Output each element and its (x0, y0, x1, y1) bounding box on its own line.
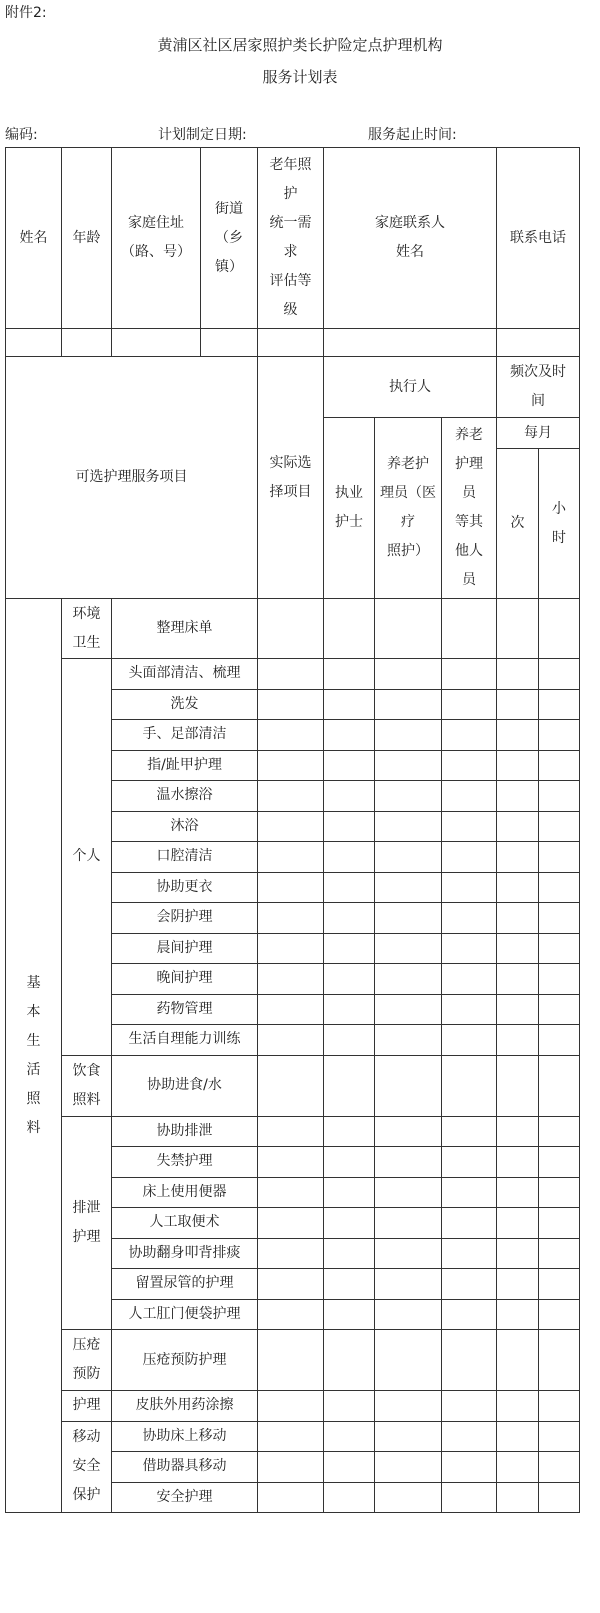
cell[interactable] (497, 1116, 539, 1147)
cell[interactable] (442, 1147, 497, 1178)
cell[interactable] (324, 933, 375, 964)
service-item: 人工肛门便袋护理 (112, 1299, 258, 1330)
phone-value[interactable] (497, 329, 580, 357)
cell[interactable] (258, 994, 324, 1025)
cell[interactable] (375, 1269, 442, 1300)
cell[interactable] (497, 659, 539, 690)
cell[interactable] (442, 872, 497, 903)
cell[interactable] (442, 1299, 497, 1330)
cell[interactable] (375, 903, 442, 934)
cell[interactable] (258, 1116, 324, 1147)
cell[interactable] (497, 1299, 539, 1330)
group-pressure-sore: 压疮 预防 (62, 1330, 112, 1391)
cell[interactable] (497, 1391, 539, 1422)
service-item: 协助翻身叩背排痰 (112, 1238, 258, 1269)
cell[interactable] (539, 964, 580, 995)
cell[interactable] (324, 842, 375, 873)
cell[interactable] (258, 1025, 324, 1056)
service-item: 温水擦浴 (112, 781, 258, 812)
service-item: 皮肤外用药涂擦 (112, 1391, 258, 1422)
cell[interactable] (258, 842, 324, 873)
frequency-header: 频次及时 间 (497, 357, 580, 418)
attachment-label: 附件2: (5, 5, 47, 21)
cell[interactable] (324, 599, 375, 659)
cell[interactable] (442, 1055, 497, 1116)
cell[interactable] (258, 1482, 324, 1513)
cell[interactable] (375, 1452, 442, 1483)
service-item: 协助更衣 (112, 872, 258, 903)
cell[interactable] (324, 1177, 375, 1208)
service-item: 安全护理 (112, 1482, 258, 1513)
cell[interactable] (375, 1055, 442, 1116)
header-assessment-grade: 老年照 护 统一需 求 评估等 级 (258, 148, 324, 329)
cell[interactable] (497, 1421, 539, 1452)
cell[interactable] (324, 1238, 375, 1269)
cell[interactable] (497, 689, 539, 720)
cell[interactable] (442, 811, 497, 842)
form-subtitle: 服务计划表 (262, 68, 338, 86)
cell[interactable] (539, 659, 580, 690)
cell[interactable] (497, 1147, 539, 1178)
plan-date-label: 计划制定日期: (158, 127, 247, 143)
cell[interactable] (258, 811, 324, 842)
monthly-header: 每月 (497, 418, 580, 449)
cell[interactable] (442, 964, 497, 995)
cell[interactable] (258, 750, 324, 781)
cell[interactable] (375, 720, 442, 751)
times-header: 次 (497, 449, 539, 599)
cell[interactable] (375, 964, 442, 995)
cell[interactable] (497, 1055, 539, 1116)
service-item: 人工取便术 (112, 1208, 258, 1239)
cell[interactable] (258, 1055, 324, 1116)
cell[interactable] (539, 1391, 580, 1422)
cell[interactable] (442, 1330, 497, 1391)
cell[interactable] (497, 1482, 539, 1513)
cell[interactable] (497, 599, 539, 659)
cell[interactable] (539, 599, 580, 659)
cell[interactable] (258, 1421, 324, 1452)
cell[interactable] (375, 1238, 442, 1269)
header-phone: 联系电话 (497, 148, 580, 329)
cell[interactable] (539, 1299, 580, 1330)
cell[interactable] (442, 1208, 497, 1239)
service-item: 压疮预防护理 (112, 1330, 258, 1391)
cell[interactable] (258, 599, 324, 659)
header-row (6, 148, 580, 329)
cell[interactable] (258, 872, 324, 903)
group-diet: 饮食 照料 (62, 1055, 112, 1116)
cell[interactable] (442, 720, 497, 751)
cell[interactable] (497, 964, 539, 995)
header-contact-name: 家庭联系人 姓名 (324, 148, 497, 329)
cell[interactable] (442, 1391, 497, 1422)
cell[interactable] (539, 720, 580, 751)
cell[interactable] (497, 811, 539, 842)
cell[interactable] (375, 1299, 442, 1330)
service-item: 药物管理 (112, 994, 258, 1025)
cell[interactable] (258, 1330, 324, 1391)
cell[interactable] (497, 933, 539, 964)
actual-selection-header: 实际选 择项目 (258, 357, 324, 599)
other-staff-header: 养老 护理 员 等其 他人 员 (442, 418, 497, 599)
cell[interactable] (324, 1452, 375, 1483)
cell[interactable] (375, 1482, 442, 1513)
cell[interactable] (539, 1421, 580, 1452)
service-item: 借助器具移动 (112, 1452, 258, 1483)
category-basic-care: 基 本 生 活 照 料 (6, 599, 62, 1513)
cell[interactable] (497, 1330, 539, 1391)
group-excretion: 排泄 护理 (62, 1116, 112, 1330)
cell[interactable] (375, 811, 442, 842)
cell[interactable] (442, 1238, 497, 1269)
cell[interactable] (324, 1025, 375, 1056)
cell[interactable] (324, 903, 375, 934)
cell[interactable] (539, 1238, 580, 1269)
cell[interactable] (539, 842, 580, 873)
cell[interactable] (324, 1055, 375, 1116)
cell[interactable] (442, 659, 497, 690)
cell[interactable] (539, 903, 580, 934)
cell[interactable] (324, 1116, 375, 1147)
form-title: 黄浦区社区居家照护类长护险定点护理机构 (157, 36, 443, 54)
cell[interactable] (324, 872, 375, 903)
cell[interactable] (497, 1025, 539, 1056)
service-item: 失禁护理 (112, 1147, 258, 1178)
cell[interactable] (375, 750, 442, 781)
cell[interactable] (324, 1421, 375, 1452)
cell[interactable] (497, 1208, 539, 1239)
cell[interactable] (442, 1269, 497, 1300)
service-item: 生活自理能力训练 (112, 1025, 258, 1056)
cell[interactable] (539, 689, 580, 720)
optional-items-header: 可选护理服务项目 (6, 357, 258, 599)
cell[interactable] (258, 933, 324, 964)
cell[interactable] (497, 720, 539, 751)
cell[interactable] (442, 1452, 497, 1483)
cell[interactable] (324, 964, 375, 995)
cell[interactable] (539, 1025, 580, 1056)
cell[interactable] (442, 1025, 497, 1056)
executor-header: 执行人 (324, 357, 497, 418)
address-value[interactable] (112, 329, 201, 357)
service-item: 协助排泄 (112, 1116, 258, 1147)
header-age: 年龄 (62, 148, 112, 329)
cell[interactable] (258, 1208, 324, 1239)
cell[interactable] (539, 1330, 580, 1391)
group-personal: 个人 (62, 659, 112, 1056)
service-item: 留置尿管的护理 (112, 1269, 258, 1300)
cell[interactable] (539, 1177, 580, 1208)
cell[interactable] (375, 1116, 442, 1147)
cell[interactable] (375, 1421, 442, 1452)
cell[interactable] (442, 781, 497, 812)
cell[interactable] (258, 689, 324, 720)
cell[interactable] (497, 781, 539, 812)
cell[interactable] (375, 842, 442, 873)
cell[interactable] (442, 1421, 497, 1452)
cell[interactable] (324, 1330, 375, 1391)
header-street: 街道 （乡 镇） (201, 148, 258, 329)
cell[interactable] (442, 1116, 497, 1147)
cell[interactable] (258, 1391, 324, 1422)
service-item: 会阴护理 (112, 903, 258, 934)
cell[interactable] (324, 1208, 375, 1239)
cell[interactable] (497, 903, 539, 934)
cell[interactable] (258, 781, 324, 812)
cell[interactable] (442, 689, 497, 720)
cell[interactable] (258, 903, 324, 934)
cell[interactable] (375, 1177, 442, 1208)
service-item: 晚间护理 (112, 964, 258, 995)
service-item: 头面部清洁、梳理 (112, 659, 258, 690)
cell[interactable] (324, 1299, 375, 1330)
cell[interactable] (324, 1391, 375, 1422)
cell[interactable] (442, 1482, 497, 1513)
cell[interactable] (442, 933, 497, 964)
cell[interactable] (497, 842, 539, 873)
header-address: 家庭住址 （路、号） (112, 148, 201, 329)
cell[interactable] (324, 1482, 375, 1513)
cell[interactable] (375, 994, 442, 1025)
cell[interactable] (324, 781, 375, 812)
service-item: 协助进食/水 (112, 1055, 258, 1116)
cell[interactable] (375, 933, 442, 964)
cell[interactable] (539, 1452, 580, 1483)
hours-header: 小 时 (539, 449, 580, 599)
cell[interactable] (539, 811, 580, 842)
cell[interactable] (539, 872, 580, 903)
nurse-header: 执业 护士 (324, 418, 375, 599)
service-plan-table (5, 147, 580, 1513)
cell[interactable] (258, 659, 324, 690)
cell[interactable] (442, 994, 497, 1025)
cell[interactable] (497, 750, 539, 781)
cell[interactable] (324, 689, 375, 720)
service-item: 手、足部清洁 (112, 720, 258, 751)
group-mobility: 移动 安全 保护 (62, 1421, 112, 1513)
service-item: 协助床上移动 (112, 1421, 258, 1452)
cell[interactable] (539, 781, 580, 812)
cell[interactable] (497, 1452, 539, 1483)
cell[interactable] (497, 1269, 539, 1300)
header-name: 姓名 (6, 148, 62, 329)
service-period-label: 服务起止时间: (368, 127, 457, 143)
cell[interactable] (539, 1147, 580, 1178)
cell[interactable] (258, 1238, 324, 1269)
cell[interactable] (375, 1208, 442, 1239)
cell[interactable] (442, 903, 497, 934)
cell[interactable] (539, 1269, 580, 1300)
cell[interactable] (497, 1177, 539, 1208)
cell[interactable] (442, 599, 497, 659)
cell[interactable] (258, 1452, 324, 1483)
cell[interactable] (324, 750, 375, 781)
cell[interactable] (375, 599, 442, 659)
group-care: 护理 (62, 1391, 112, 1422)
age-value[interactable] (62, 329, 112, 357)
cell[interactable] (375, 1391, 442, 1422)
service-item: 沐浴 (112, 811, 258, 842)
cell[interactable] (258, 1269, 324, 1300)
service-item: 指/趾甲护理 (112, 750, 258, 781)
cell[interactable] (539, 750, 580, 781)
cell[interactable] (324, 659, 375, 690)
cell[interactable] (497, 872, 539, 903)
cell[interactable] (375, 1147, 442, 1178)
cell[interactable] (324, 811, 375, 842)
cell[interactable] (539, 1208, 580, 1239)
cell[interactable] (539, 1116, 580, 1147)
code-label: 编码: (5, 127, 38, 143)
name-value[interactable] (6, 329, 62, 357)
grade-value[interactable] (258, 329, 324, 357)
service-item: 床上使用便器 (112, 1177, 258, 1208)
cell[interactable] (258, 964, 324, 995)
cell[interactable] (258, 1147, 324, 1178)
cell[interactable] (375, 781, 442, 812)
cell[interactable] (497, 994, 539, 1025)
cell[interactable] (497, 1238, 539, 1269)
cell[interactable] (539, 994, 580, 1025)
cell[interactable] (539, 1482, 580, 1513)
cell[interactable] (324, 1147, 375, 1178)
header-values-row (6, 329, 580, 357)
cell[interactable] (375, 659, 442, 690)
caregiver-header: 养老护 理员（医疗 照护） (375, 418, 442, 599)
cell[interactable] (375, 1330, 442, 1391)
cell[interactable] (375, 689, 442, 720)
service-item: 整理床单 (112, 599, 258, 659)
cell[interactable] (442, 750, 497, 781)
street-value[interactable] (201, 329, 258, 357)
cell[interactable] (442, 1177, 497, 1208)
cell[interactable] (324, 720, 375, 751)
cell[interactable] (324, 994, 375, 1025)
contact-value[interactable] (324, 329, 497, 357)
group-environment: 环境 卫生 (62, 599, 112, 659)
cell[interactable] (375, 872, 442, 903)
cell[interactable] (375, 1025, 442, 1056)
service-item: 口腔清洁 (112, 842, 258, 873)
service-item: 晨间护理 (112, 933, 258, 964)
cell[interactable] (258, 1299, 324, 1330)
cell[interactable] (258, 1177, 324, 1208)
cell[interactable] (258, 720, 324, 751)
cell[interactable] (324, 1269, 375, 1300)
cell[interactable] (539, 933, 580, 964)
service-item: 洗发 (112, 689, 258, 720)
cell[interactable] (539, 1055, 580, 1116)
cell[interactable] (442, 842, 497, 873)
